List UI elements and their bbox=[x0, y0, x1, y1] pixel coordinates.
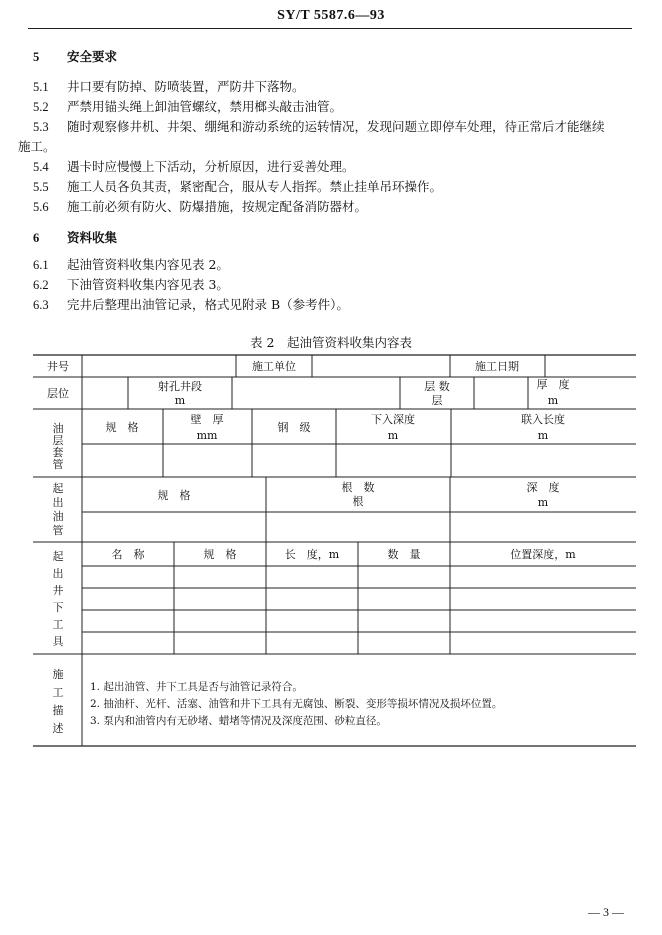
tubing-label-4: 管 bbox=[52, 524, 64, 537]
cell-well-no: 井号 bbox=[47, 360, 69, 373]
casing-depth-unit: m bbox=[387, 429, 399, 442]
casing-wall-unit: mm bbox=[196, 429, 218, 442]
section-6-number: 6 bbox=[33, 231, 40, 245]
cell-perf-unit: m bbox=[174, 394, 186, 407]
tools-label-5: 工 bbox=[52, 618, 64, 631]
casing-joint-unit: m bbox=[537, 429, 549, 442]
item-text: 施工前必须有防火、防爆措施，按规定配备消防器材。 bbox=[67, 199, 368, 214]
desc-line-3: 3. 泵内和油管内有无砂堵、蜡堵等情况及深度范围、砂粒直径。 bbox=[90, 715, 387, 727]
item-number: 5.4 bbox=[33, 160, 49, 174]
cell-unit-label: 施工单位 bbox=[252, 360, 296, 373]
item-number: 5.6 bbox=[33, 200, 49, 214]
item-text: 井口要有防掉、防喷装置，严防井下落物。 bbox=[67, 79, 305, 94]
tools-label-3: 井 bbox=[52, 584, 64, 597]
item-number: 5.3 bbox=[33, 120, 49, 134]
item-text: 随时观察修井机、井架、绷绳和游动系统的运转情况，发现问题立即停车处理，待正常后才能继续 bbox=[67, 119, 605, 134]
casing-joint-header: 联入长度 bbox=[521, 413, 565, 426]
cell-thickness-unit: m bbox=[547, 394, 559, 407]
tools-label-6: 具 bbox=[52, 635, 64, 648]
item-text: 完井后整理出油管记录，格式见附录 B（参考件）。 bbox=[67, 297, 349, 312]
casing-label-3: 套 bbox=[52, 446, 64, 459]
tubing-label-1: 起 bbox=[52, 482, 64, 495]
casing-wall-header: 壁 厚 bbox=[190, 413, 224, 426]
item-number: 6.1 bbox=[33, 258, 49, 272]
casing-label-2: 层 bbox=[52, 434, 64, 447]
standard-code: SY/T 5587.6—93 bbox=[277, 8, 385, 23]
cell-layer-count-label: 层 数 bbox=[424, 380, 450, 393]
tubing-label-2: 出 bbox=[52, 496, 64, 509]
tools-name-header: 名 称 bbox=[111, 548, 145, 561]
tubing-count-unit: 根 bbox=[352, 495, 364, 508]
desc-line-2: 2. 抽油杆、光杆、活塞、油管和井下工具有无腐蚀、断裂、变形等损坏情况及损坏位置。 bbox=[90, 698, 503, 710]
desc-label-4: 述 bbox=[52, 722, 64, 735]
item-number: 6.2 bbox=[33, 278, 49, 292]
tubing-count-header: 根 数 bbox=[341, 481, 375, 494]
tubing-label-3: 油 bbox=[52, 510, 64, 523]
tools-label-1: 起 bbox=[52, 550, 64, 563]
item-5-3-continuation: 施工。 bbox=[18, 139, 56, 154]
tubing-depth-unit: m bbox=[537, 496, 549, 509]
item-text: 施工人员各负其责，紧密配合，服从专人指挥。禁止挂单吊环操作。 bbox=[67, 179, 443, 194]
tubing-depth-header: 深 度 bbox=[526, 481, 560, 494]
casing-depth-header: 下入深度 bbox=[371, 413, 415, 426]
section-5-title: 安全要求 bbox=[67, 49, 118, 64]
tools-length-header: 长 度，m bbox=[284, 548, 340, 561]
desc-line-1: 1. 起出油管、井下工具是否与油管记录符合。 bbox=[90, 681, 303, 693]
tools-pos-header: 位置深度，m bbox=[510, 548, 576, 561]
casing-steel-header: 钢 级 bbox=[277, 421, 311, 434]
item-number: 5.1 bbox=[33, 80, 49, 94]
table-title: 表 2 起油管资料收集内容表 bbox=[250, 335, 412, 350]
cell-perf-label: 射孔井段 bbox=[158, 380, 202, 393]
item-text: 下油管资料收集内容见表 3。 bbox=[67, 277, 229, 292]
cell-date-label: 施工日期 bbox=[475, 360, 519, 373]
item-text: 严禁用锚头绳上卸油管螺纹，禁用榔头敲击油管。 bbox=[67, 99, 343, 114]
casing-label-1: 油 bbox=[52, 422, 64, 435]
section-6-title: 资料收集 bbox=[67, 230, 118, 245]
tubing-spec-header: 规 格 bbox=[157, 489, 191, 502]
item-number: 6.3 bbox=[33, 298, 49, 312]
item-number: 5.5 bbox=[33, 180, 49, 194]
desc-label-3: 描 bbox=[52, 704, 64, 717]
item-text: 起油管资料收集内容见表 2。 bbox=[67, 257, 229, 272]
item-text: 遇卡时应慢慢上下活动，分析原因，进行妥善处理。 bbox=[67, 159, 355, 174]
cell-layer-label: 层位 bbox=[47, 387, 69, 400]
cell-layer-count-unit: 层 bbox=[431, 394, 443, 407]
casing-spec-header: 规 格 bbox=[105, 421, 139, 434]
desc-label-2: 工 bbox=[52, 686, 64, 699]
item-number: 5.2 bbox=[33, 100, 49, 114]
tools-label-4: 下 bbox=[52, 601, 64, 614]
tools-label-2: 出 bbox=[52, 567, 64, 580]
tools-qty-header: 数 量 bbox=[387, 548, 421, 561]
desc-label-1: 施 bbox=[52, 668, 64, 681]
tools-spec-header: 规 格 bbox=[203, 548, 237, 561]
cell-thickness-label: 厚 度 bbox=[536, 378, 570, 391]
page-number: — 3 — bbox=[588, 905, 624, 919]
section-5-number: 5 bbox=[33, 50, 40, 64]
casing-label-4: 管 bbox=[52, 458, 64, 471]
